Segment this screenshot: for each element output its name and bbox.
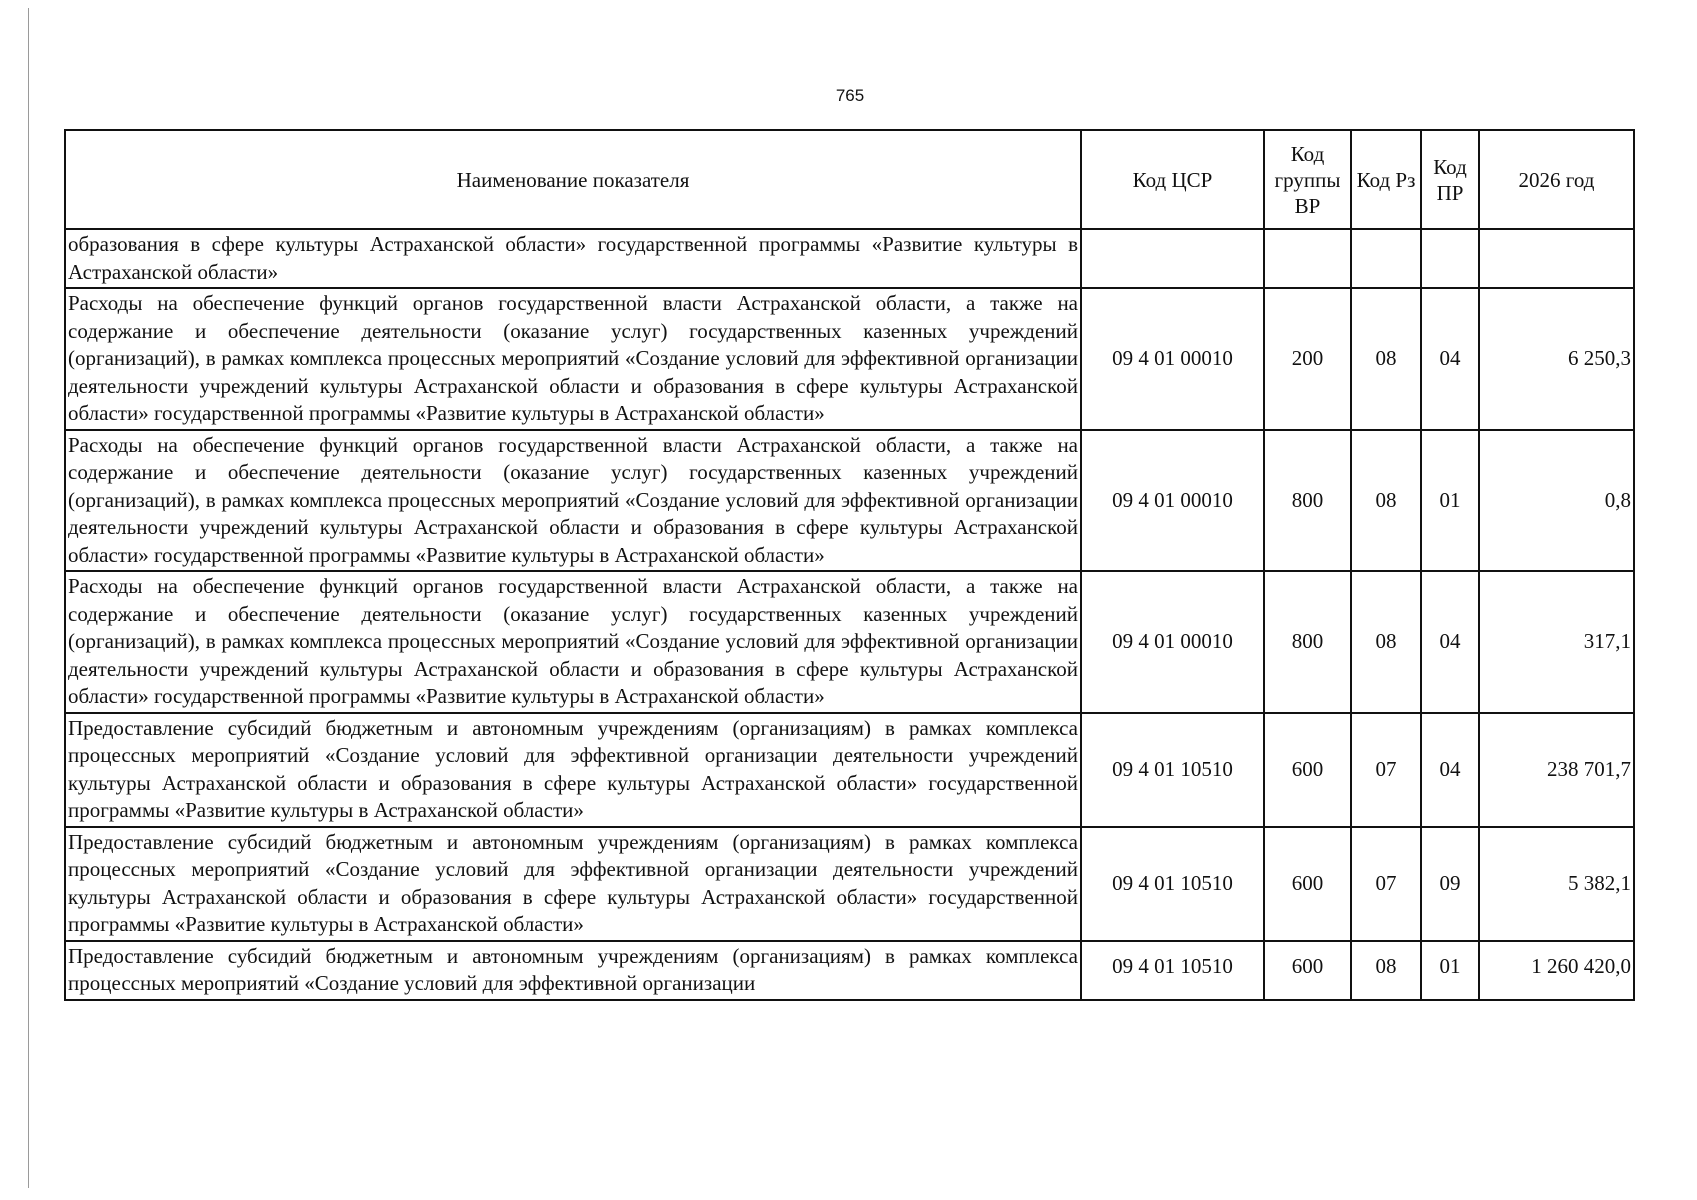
table-row (65, 713, 1634, 827)
row-vr: 600 (1264, 941, 1351, 1000)
row-rz: 08 (1351, 941, 1421, 1000)
header-rz: Код Рз (1351, 130, 1421, 229)
row-amount: 0,8 (1479, 430, 1634, 572)
row-rz: 07 (1351, 827, 1421, 941)
header-year: 2026 год (1479, 130, 1634, 229)
scan-edge-line (28, 8, 29, 1188)
table-row (65, 430, 1634, 572)
row-pr: 04 (1421, 713, 1479, 827)
row-pr: 09 (1421, 827, 1479, 941)
row-name: Расходы на обеспечение функций органов государственной власти Астраханской области, а также на содержание и обеспечение деятельности (оказание услуг) государственных казенных учреждений (организаций), в рамках комплекса процессных мероприятий «Создание условий для эффективной организации деятельности учреждений культуры Астраханской области и образования в сфере культуры Астраханской области» государственной программы «Развитие культуры в Астраханской области» (65, 430, 1081, 572)
row-csr: 09 4 01 00010 (1081, 571, 1264, 713)
table-row (65, 571, 1634, 713)
row-vr (1264, 229, 1351, 288)
header-name: Наименование показателя (65, 130, 1081, 229)
row-name: Предоставление субсидий бюджетным и автономным учреждениям (организациям) в рамках комплекса процессных мероприятий «Создание условий для эффективной организации деятельности учреждений культуры Астраханской области и образования в сфере культуры Астраханской области» государственной программы «Развитие культуры в Астраханской области» (65, 713, 1081, 827)
row-vr: 200 (1264, 288, 1351, 430)
row-rz: 07 (1351, 713, 1421, 827)
row-rz: 08 (1351, 430, 1421, 572)
row-pr: 04 (1421, 288, 1479, 430)
table-row (65, 229, 1634, 288)
row-pr (1421, 229, 1479, 288)
row-amount (1479, 229, 1634, 288)
budget-table (64, 129, 1635, 1001)
row-name: Предоставление субсидий бюджетным и автономным учреждениям (организациям) в рамках комплекса процессных мероприятий «Создание условий для эффективной организации деятельности учреждений культуры Астраханской области и образования в сфере культуры Астраханской области» государственной программы «Развитие культуры в Астраханской области» (65, 827, 1081, 941)
row-csr (1081, 229, 1264, 288)
header-csr: Код ЦСР (1081, 130, 1264, 229)
header-pr: Код ПР (1421, 130, 1479, 229)
row-csr: 09 4 01 10510 (1081, 827, 1264, 941)
row-amount: 1 260 420,0 (1479, 941, 1634, 1000)
row-name: Расходы на обеспечение функций органов государственной власти Астраханской области, а также на содержание и обеспечение деятельности (оказание услуг) государственных казенных учреждений (организаций), в рамках комплекса процессных мероприятий «Создание условий для эффективной организации деятельности учреждений культуры Астраханской области и образования в сфере культуры Астраханской области» государственной программы «Развитие культуры в Астраханской области» (65, 571, 1081, 713)
row-rz: 08 (1351, 288, 1421, 430)
table-row (65, 288, 1634, 430)
row-amount: 6 250,3 (1479, 288, 1634, 430)
row-csr: 09 4 01 10510 (1081, 941, 1264, 1000)
row-amount: 317,1 (1479, 571, 1634, 713)
row-vr: 800 (1264, 430, 1351, 572)
row-csr: 09 4 01 10510 (1081, 713, 1264, 827)
row-pr: 01 (1421, 430, 1479, 572)
row-name: Расходы на обеспечение функций органов государственной власти Астраханской области, а также на содержание и обеспечение деятельности (оказание услуг) государственных казенных учреждений (организаций), в рамках комплекса процессных мероприятий «Создание условий для эффективной организации деятельности учреждений культуры Астраханской области и образования в сфере культуры Астраханской области» государственной программы «Развитие культуры в Астраханской области» (65, 288, 1081, 430)
row-name: образования в сфере культуры Астраханской области» государственной программы «Развитие культуры в Астраханской области» (65, 229, 1081, 288)
row-rz (1351, 229, 1421, 288)
row-vr: 800 (1264, 571, 1351, 713)
page-number: 765 (835, 86, 865, 105)
row-amount: 238 701,7 (1479, 713, 1634, 827)
header-vr: Код группы ВР (1264, 130, 1351, 229)
row-vr: 600 (1264, 713, 1351, 827)
row-amount: 5 382,1 (1479, 827, 1634, 941)
row-vr: 600 (1264, 827, 1351, 941)
table-row (65, 827, 1634, 941)
row-csr: 09 4 01 00010 (1081, 288, 1264, 430)
row-name: Предоставление субсидий бюджетным и автономным учреждениям (организациям) в рамках комплекса процессных мероприятий «Создание условий для эффективной организации (65, 941, 1081, 1000)
row-rz: 08 (1351, 571, 1421, 713)
row-pr: 01 (1421, 941, 1479, 1000)
table-row (65, 941, 1634, 1000)
row-pr: 04 (1421, 571, 1479, 713)
table-header-row (65, 130, 1634, 229)
row-csr: 09 4 01 00010 (1081, 430, 1264, 572)
